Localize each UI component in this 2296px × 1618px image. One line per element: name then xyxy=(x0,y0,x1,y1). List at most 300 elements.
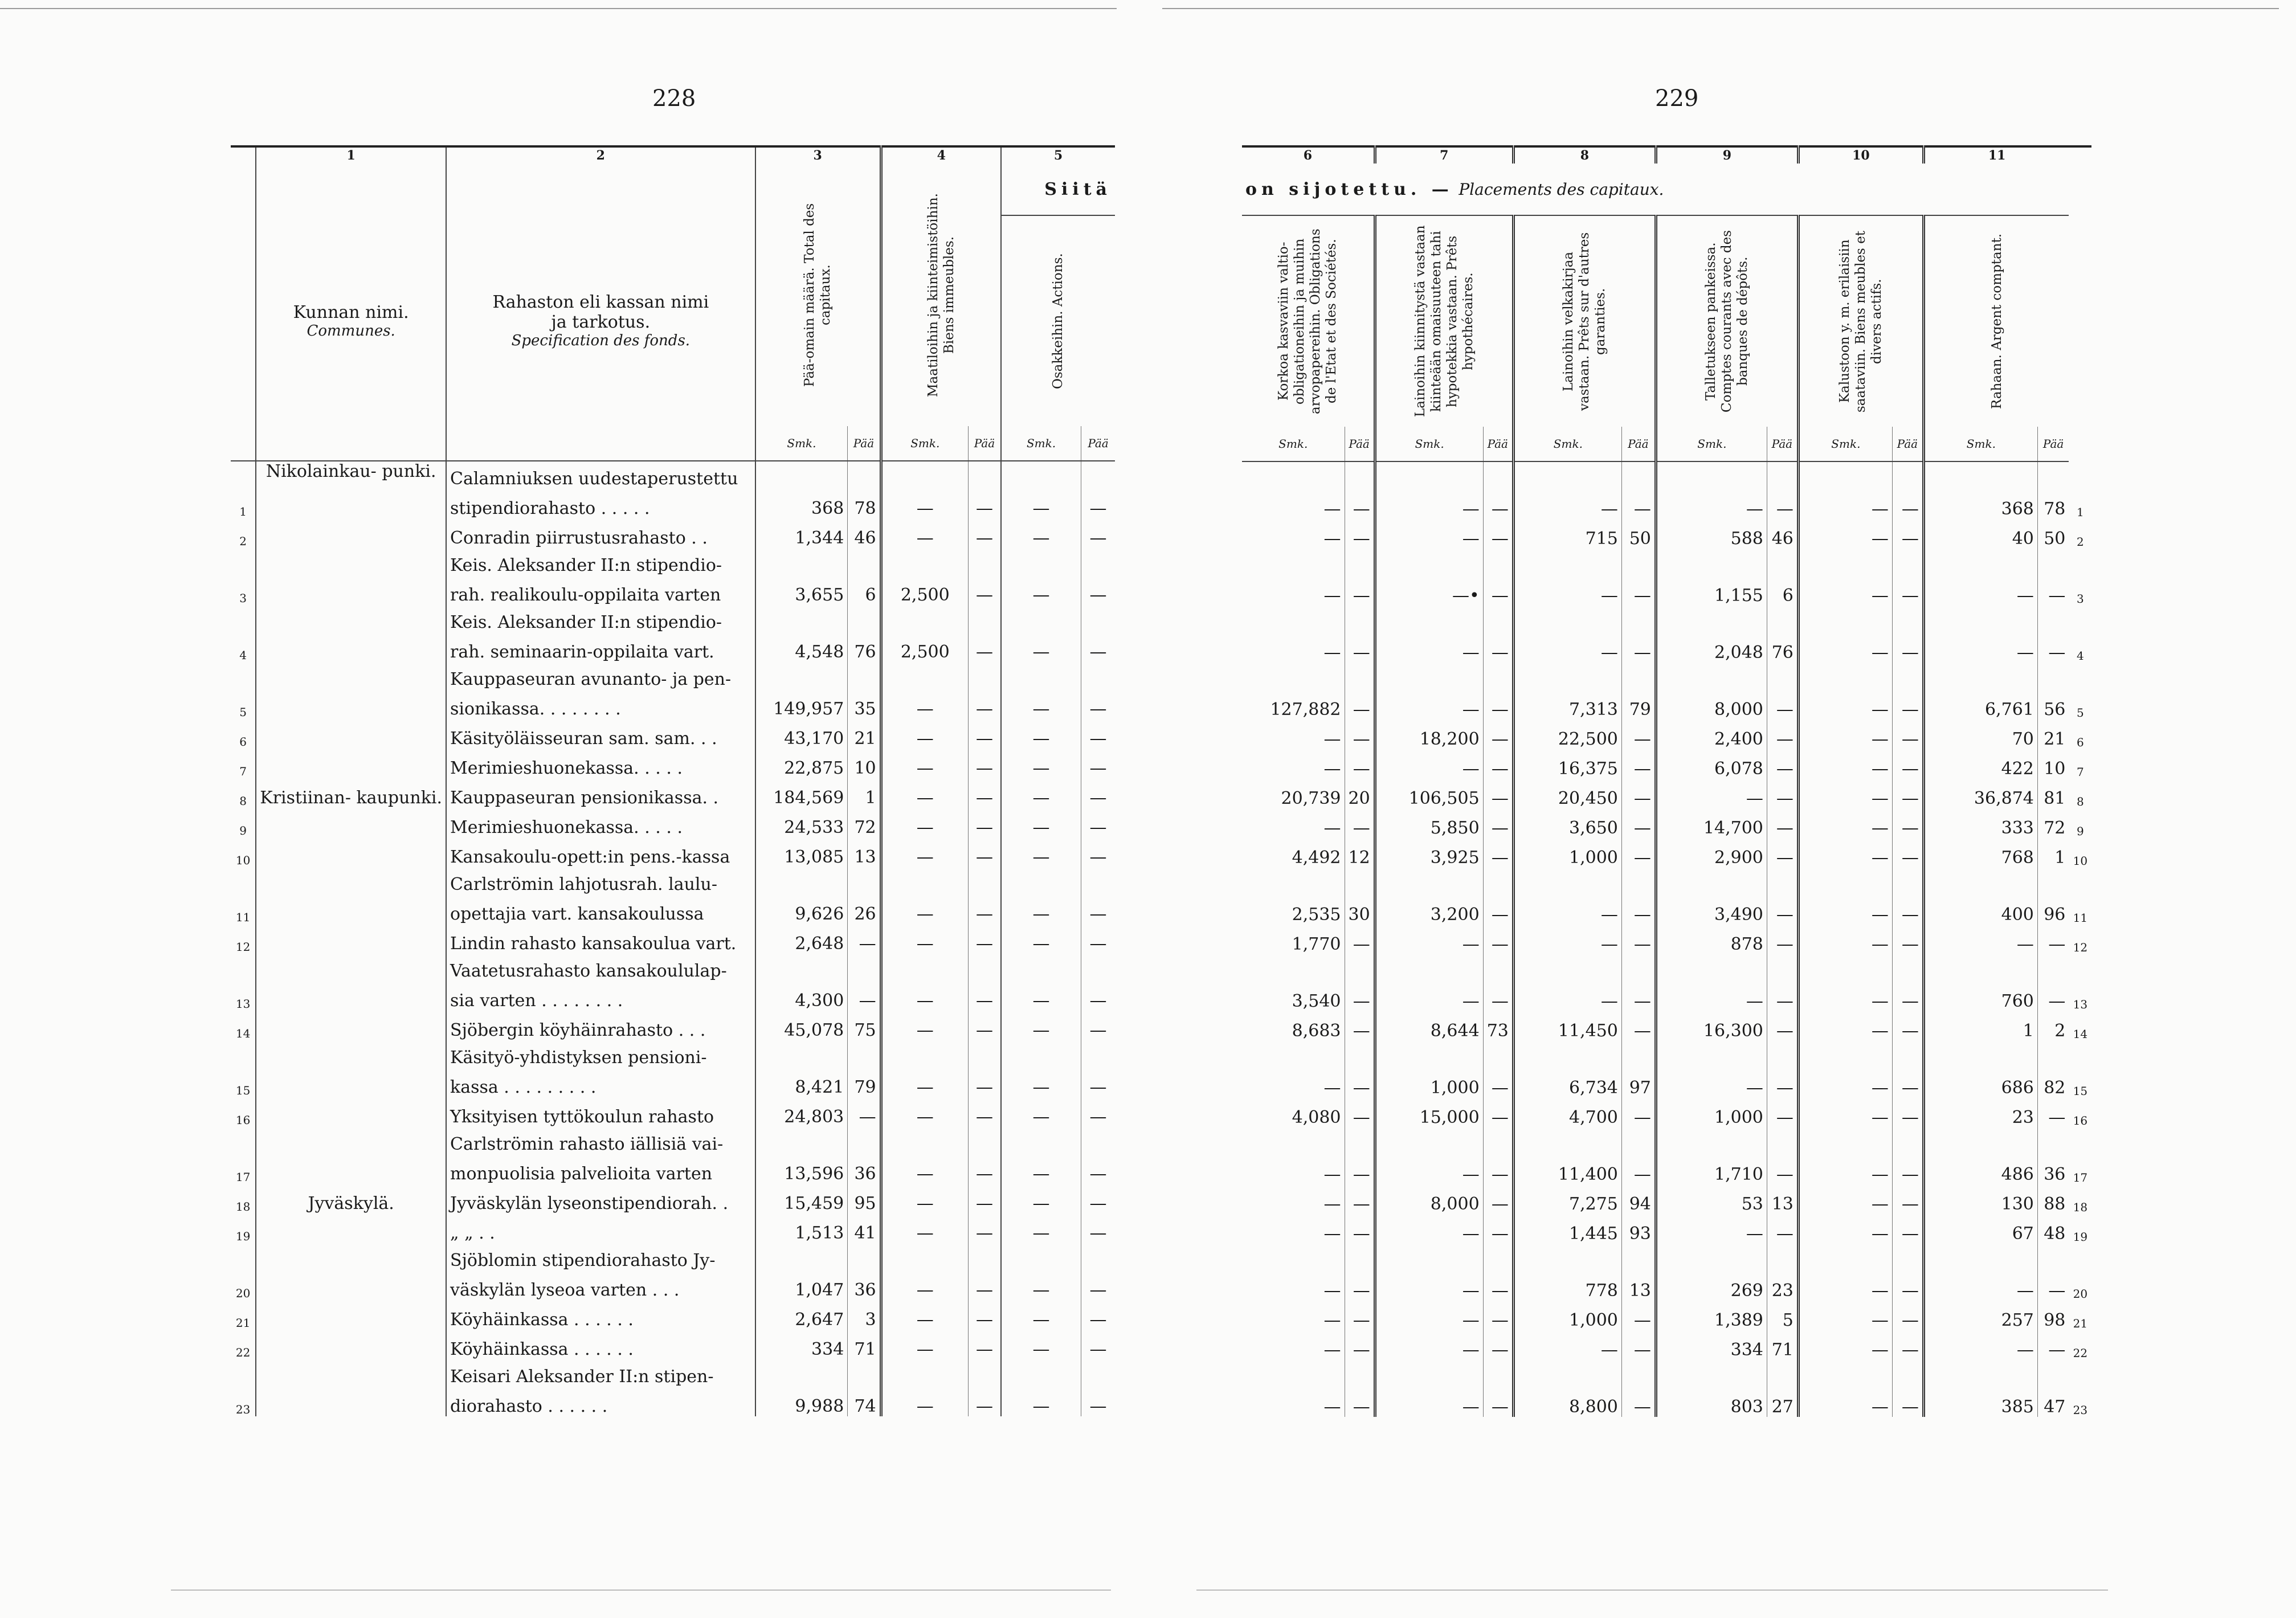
total-mk: 22,875 xyxy=(755,749,848,778)
col-number-6: 6 xyxy=(1242,146,1375,164)
real-estate-mk: — xyxy=(881,778,968,808)
bonds-p: — xyxy=(1345,720,1375,749)
empty-cell xyxy=(1345,461,1375,489)
movables-mk: — xyxy=(1798,489,1892,519)
page-number-right: 229 xyxy=(1655,85,1699,112)
row-number: 13 xyxy=(235,997,251,1011)
table-row xyxy=(231,1068,1115,1097)
unit-p: Pää xyxy=(1483,427,1513,461)
fund-name: Köyhäinkassa . . . . . . xyxy=(446,1300,755,1330)
banner-siita: Siitä xyxy=(1044,179,1112,199)
shares-p: — xyxy=(1081,924,1115,954)
real-estate-mk: — xyxy=(881,749,968,778)
other-loans-p: — xyxy=(1621,1301,1656,1330)
shares-mk: — xyxy=(1001,749,1081,778)
empty-cell xyxy=(1656,461,1767,489)
bonds-mk: 2,535 xyxy=(1292,905,1341,925)
table-row xyxy=(231,924,1115,954)
empty-cell xyxy=(1923,1244,2037,1271)
total-mk: 9,988 xyxy=(755,1387,848,1416)
real-estate-mk: — xyxy=(881,808,968,837)
empty-cell xyxy=(2037,663,2069,690)
cash-mk: 6,761 xyxy=(1923,690,2037,720)
empty-cell xyxy=(848,548,881,575)
row-number-right: 3 xyxy=(2077,592,2084,606)
real-estate-mk: — xyxy=(881,981,968,1011)
real-estate-p: — xyxy=(968,1184,1001,1214)
row-number: 4 xyxy=(239,648,247,662)
cash-p: 48 xyxy=(2037,1214,2069,1244)
empty-cell xyxy=(1375,1127,1483,1155)
empty-cell xyxy=(1923,954,2037,982)
empty-cell xyxy=(1001,1243,1081,1270)
movables-mk: — xyxy=(1798,720,1892,749)
empty-cell xyxy=(1798,549,1892,576)
empty-cell xyxy=(881,461,968,489)
table-row xyxy=(231,1330,1115,1359)
row-number-right: 21 xyxy=(2073,1317,2088,1330)
table-row xyxy=(231,689,1115,719)
col-number-4: 4 xyxy=(881,146,1001,164)
bonds-p: — xyxy=(1345,519,1375,549)
empty-cell xyxy=(1375,868,1483,895)
real-estate-p: — xyxy=(968,837,1001,867)
empty-cell xyxy=(1621,549,1656,576)
col-number-2: 2 xyxy=(446,146,755,164)
municipality-cell xyxy=(256,954,446,981)
table-row xyxy=(1242,1301,2091,1330)
other-loans-p: 13 xyxy=(1621,1271,1656,1301)
total-p: 10 xyxy=(848,749,881,778)
mortgage-loans-p: — xyxy=(1483,1330,1513,1360)
bank-deposits-mk: 803 xyxy=(1656,1387,1767,1417)
mortgage-loans-mk: 8,644 xyxy=(1375,1011,1483,1041)
shares-p: — xyxy=(1081,894,1115,924)
other-loans-p: — xyxy=(1621,925,1656,954)
shares-mk: — xyxy=(1001,1300,1081,1330)
mortgage-loans-mk: — xyxy=(1375,690,1483,720)
empty-cell xyxy=(2037,868,2069,895)
cash-mk: 70 xyxy=(1923,720,2037,749)
bonds-mk: — xyxy=(1323,1281,1341,1301)
row-number: 7 xyxy=(239,765,247,778)
shares-p: — xyxy=(1081,1097,1115,1127)
empty-cell xyxy=(1621,1360,1656,1387)
bank-deposits-p: — xyxy=(1767,982,1798,1011)
bonds-mk: — xyxy=(1323,1078,1341,1098)
empty-cell xyxy=(1798,606,1892,633)
empty-cell xyxy=(2069,1127,2091,1155)
table-row-pre xyxy=(231,662,1115,689)
mortgage-loans-p: — xyxy=(1483,895,1513,925)
cash-p: 78 xyxy=(2037,489,2069,519)
col8-header: Lainoihin velkakirjaa vastaan. Prêts sur d'autres garanties. xyxy=(1561,232,1608,411)
empty-cell xyxy=(1345,868,1375,895)
bonds-p: — xyxy=(1345,690,1375,720)
fund-name: Yksityisen tyttökoulun rahasto xyxy=(446,1097,755,1127)
fund-name: „ „ . . xyxy=(446,1214,755,1243)
empty-cell xyxy=(755,548,848,575)
movables-mk: — xyxy=(1798,925,1892,954)
row-number: 22 xyxy=(235,1346,251,1359)
unit-p: Pää xyxy=(2037,427,2069,461)
empty-cell xyxy=(968,1359,1001,1387)
real-estate-p: — xyxy=(968,689,1001,719)
table-row-pre xyxy=(231,548,1115,575)
table-row-pre xyxy=(1242,606,2091,633)
mortgage-loans-mk: 106,505 xyxy=(1375,779,1483,808)
empty-cell xyxy=(1483,1041,1513,1068)
empty-cell xyxy=(755,1243,848,1270)
mortgage-loans-mk: — xyxy=(1375,1214,1483,1244)
other-loans-p: — xyxy=(1621,489,1656,519)
bank-deposits-p: — xyxy=(1767,720,1798,749)
fund-name-line1: Calamniuksen uudestaperustettu xyxy=(446,461,755,489)
real-estate-mk: — xyxy=(881,1270,968,1300)
other-loans-mk: 11,450 xyxy=(1513,1011,1621,1041)
empty-cell xyxy=(1001,1127,1081,1154)
mortgage-loans-p: — xyxy=(1483,749,1513,779)
shares-p: — xyxy=(1081,489,1115,518)
other-loans-mk: 8,800 xyxy=(1513,1387,1621,1417)
other-loans-p: 50 xyxy=(1621,519,1656,549)
empty-cell xyxy=(1923,549,2037,576)
bonds-mk: 1,770 xyxy=(1292,934,1341,954)
unit-p: Pää xyxy=(1621,427,1656,461)
table-row xyxy=(231,719,1115,749)
row-number: 10 xyxy=(235,853,251,867)
total-p: 35 xyxy=(848,689,881,719)
cash-p: 96 xyxy=(2037,895,2069,925)
row-number-right: 10 xyxy=(2073,854,2088,868)
real-estate-p: — xyxy=(968,1387,1001,1416)
bank-deposits-p: — xyxy=(1767,749,1798,779)
total-mk: 15,459 xyxy=(755,1184,848,1214)
real-estate-p: — xyxy=(968,1068,1001,1097)
municipality-cell xyxy=(256,837,446,867)
movables-p: — xyxy=(1892,982,1923,1011)
empty-cell xyxy=(1513,461,1621,489)
fund-name-line1: Kauppaseuran avunanto- ja pen- xyxy=(446,662,755,689)
table-row xyxy=(1242,808,2091,838)
total-p: 74 xyxy=(848,1387,881,1416)
column-numbers-left xyxy=(231,146,1115,164)
cash-p: 56 xyxy=(2037,690,2069,720)
empty-cell xyxy=(1483,663,1513,690)
row-number-right: 16 xyxy=(2073,1114,2088,1127)
shares-p: — xyxy=(1081,749,1115,778)
municipality-cell xyxy=(256,894,446,924)
mortgage-loans-p: — xyxy=(1483,519,1513,549)
fund-name-line1: Sjöblomin stipendiorahasto Jy- xyxy=(446,1243,755,1270)
total-p: 72 xyxy=(848,808,881,837)
movables-p: — xyxy=(1892,1098,1923,1127)
municipality-cell xyxy=(256,749,446,778)
col-number-9: 9 xyxy=(1656,146,1798,164)
bonds-p: 12 xyxy=(1345,838,1375,868)
mortgage-loans-p: — xyxy=(1483,779,1513,808)
bank-deposits-mk: — xyxy=(1656,982,1767,1011)
total-mk: 368 xyxy=(755,489,848,518)
empty-cell xyxy=(1375,461,1483,489)
other-loans-p: — xyxy=(1621,720,1656,749)
table-row xyxy=(231,575,1115,605)
other-loans-mk: 715 xyxy=(1513,519,1621,549)
row-number-right: 6 xyxy=(2077,736,2084,749)
other-loans-mk: — xyxy=(1513,489,1621,519)
other-loans-p: 94 xyxy=(1621,1184,1656,1214)
empty-cell xyxy=(1798,1127,1892,1155)
col6-header: Korkoa kasvaviin valtio-obligationeihin ja muihin arvopapereihin. Obligations de l'Etat et des Sociétés. xyxy=(1276,228,1339,414)
municipality-cell xyxy=(256,719,446,749)
fund-name: diorahasto . . . . . . xyxy=(446,1387,755,1416)
other-loans-p: — xyxy=(1621,633,1656,663)
cash-p: — xyxy=(2037,576,2069,606)
total-mk: 24,533 xyxy=(755,808,848,837)
real-estate-mk: — xyxy=(881,489,968,518)
cash-mk: 760 xyxy=(1923,982,2037,1011)
municipality-cell xyxy=(256,1154,446,1184)
mortgage-loans-mk: — xyxy=(1375,1387,1483,1417)
unit-mk: Smk. xyxy=(1513,427,1621,461)
bank-deposits-p: — xyxy=(1767,895,1798,925)
bank-deposits-p: — xyxy=(1767,1011,1798,1041)
empty-cell xyxy=(1656,1127,1767,1155)
bonds-p: — xyxy=(1345,633,1375,663)
empty-cell xyxy=(2037,954,2069,982)
table-row xyxy=(1242,489,2091,519)
bank-deposits-p: 5 xyxy=(1767,1301,1798,1330)
table-row xyxy=(231,632,1115,662)
real-estate-mk: — xyxy=(881,1214,968,1243)
bank-deposits-mk: 269 xyxy=(1656,1271,1767,1301)
movables-p: — xyxy=(1892,489,1923,519)
table-row-pre xyxy=(1242,461,2091,489)
mortgage-loans-mk: 18,200 xyxy=(1375,720,1483,749)
row-number: 18 xyxy=(235,1200,251,1214)
movables-p: — xyxy=(1892,1271,1923,1301)
empty-cell xyxy=(1656,1041,1767,1068)
header-banner-row-left xyxy=(231,164,1115,215)
unit-p: Pää xyxy=(1767,427,1798,461)
row-number-spacer xyxy=(231,954,256,981)
empty-cell xyxy=(1081,954,1115,981)
empty-cell xyxy=(1621,1041,1656,1068)
mortgage-loans-mk: —• xyxy=(1375,576,1483,606)
fund-name: Jyväskylän lyseonstipendiorah. . xyxy=(446,1184,755,1214)
row-number-right: 22 xyxy=(2073,1346,2088,1360)
cash-p: 1 xyxy=(2037,838,2069,868)
real-estate-p: — xyxy=(968,1300,1001,1330)
other-loans-mk: — xyxy=(1513,633,1621,663)
table-row-pre xyxy=(1242,1360,2091,1387)
empty-cell xyxy=(755,954,848,981)
mortgage-loans-mk: — xyxy=(1375,925,1483,954)
banner-row-right xyxy=(1242,164,2091,215)
fund-name: Kauppaseuran pensionikassa. . xyxy=(446,778,755,808)
other-loans-mk: — xyxy=(1513,895,1621,925)
real-estate-p: — xyxy=(968,518,1001,548)
bank-deposits-mk: 1,710 xyxy=(1656,1155,1767,1184)
bank-deposits-p: — xyxy=(1767,1155,1798,1184)
shares-p: — xyxy=(1081,1154,1115,1184)
real-estate-p: — xyxy=(968,1011,1001,1040)
empty-cell xyxy=(1345,1244,1375,1271)
other-loans-p: — xyxy=(1621,779,1656,808)
table-row-pre xyxy=(1242,1244,2091,1271)
empty-cell xyxy=(1767,1360,1798,1387)
municipality-cell xyxy=(256,1359,446,1387)
bonds-mk: 8,683 xyxy=(1292,1021,1341,1041)
empty-cell xyxy=(1001,662,1081,689)
other-loans-p: — xyxy=(1621,838,1656,868)
mortgage-loans-mk: — xyxy=(1375,1155,1483,1184)
movables-p: — xyxy=(1892,720,1923,749)
movables-p: — xyxy=(1892,519,1923,549)
table-row-pre xyxy=(1242,663,2091,690)
row-number: 14 xyxy=(235,1027,251,1040)
municipality-cell: Kristiinan- kaupunki. xyxy=(256,778,446,808)
real-estate-mk: — xyxy=(881,1154,968,1184)
row-number-right: 4 xyxy=(2077,649,2084,663)
empty-cell xyxy=(1767,461,1798,489)
bank-deposits-p: 27 xyxy=(1767,1387,1798,1417)
fund-name: Merimieshuonekassa. . . . . xyxy=(446,749,755,778)
municipality-cell xyxy=(256,662,446,689)
col1-header-fi: Kunnan nimi. xyxy=(293,302,409,322)
empty-cell xyxy=(1345,1041,1375,1068)
shares-p: — xyxy=(1081,1300,1115,1330)
fund-name: Köyhäinkassa . . . . . . xyxy=(446,1330,755,1359)
empty-cell xyxy=(1767,1041,1798,1068)
bank-deposits-mk: — xyxy=(1656,779,1767,808)
cash-mk: — xyxy=(1923,1330,2037,1360)
empty-cell xyxy=(1892,549,1923,576)
other-loans-mk: 20,450 xyxy=(1513,779,1621,808)
page-number-left: 228 xyxy=(652,85,696,112)
unit-p: Pää xyxy=(968,426,1001,461)
empty-cell xyxy=(1242,868,1345,895)
table-row xyxy=(1242,720,2091,749)
municipality-cell: Nikolainkau- punki. xyxy=(256,461,446,489)
real-estate-mk: 2,500 xyxy=(881,632,968,662)
empty-cell xyxy=(755,867,848,894)
shares-mk: — xyxy=(1001,575,1081,605)
table-row-pre xyxy=(1242,954,2091,982)
empty-cell xyxy=(1483,549,1513,576)
shares-p: — xyxy=(1081,1184,1115,1214)
col2-header-fr: Specification des fonds. xyxy=(511,332,691,349)
unit-p: Pää xyxy=(848,426,881,461)
empty-cell xyxy=(1242,549,1345,576)
row-number-right: 2 xyxy=(2077,535,2084,549)
fund-name: opettajia vart. kansakoulussa xyxy=(446,894,755,924)
bonds-p: — xyxy=(1345,1068,1375,1098)
table-row xyxy=(1242,1387,2091,1417)
empty-cell xyxy=(1923,1127,2037,1155)
empty-cell xyxy=(1081,461,1115,489)
empty-cell xyxy=(1513,868,1621,895)
empty-cell xyxy=(1242,606,1345,633)
left-page-table xyxy=(231,145,1115,1416)
table-row xyxy=(231,1214,1115,1243)
empty-cell xyxy=(1892,1041,1923,1068)
empty-cell xyxy=(2069,1244,2091,1271)
bonds-p: — xyxy=(1345,749,1375,779)
row-number-spacer xyxy=(231,548,256,575)
real-estate-p: — xyxy=(968,749,1001,778)
bank-deposits-p: — xyxy=(1767,779,1798,808)
table-row xyxy=(231,778,1115,808)
cash-mk: 422 xyxy=(1923,749,2037,779)
empty-cell xyxy=(1345,549,1375,576)
empty-cell xyxy=(1767,663,1798,690)
bank-deposits-mk: 2,900 xyxy=(1656,838,1767,868)
empty-cell xyxy=(1375,1244,1483,1271)
total-p: — xyxy=(848,924,881,954)
movables-p: — xyxy=(1892,1330,1923,1360)
empty-cell xyxy=(1483,1244,1513,1271)
mortgage-loans-p: — xyxy=(1483,838,1513,868)
empty-cell xyxy=(1081,1127,1115,1154)
real-estate-p: — xyxy=(968,981,1001,1011)
empty-cell xyxy=(1767,1127,1798,1155)
fund-name: Sjöbergin köyhäinrahasto . . . xyxy=(446,1011,755,1040)
bonds-p: — xyxy=(1345,925,1375,954)
empty-cell xyxy=(968,867,1001,894)
bonds-mk: 3,540 xyxy=(1292,991,1341,1011)
mortgage-loans-p: — xyxy=(1483,1184,1513,1214)
empty-cell xyxy=(1483,606,1513,633)
row-number-spacer xyxy=(231,1127,256,1154)
empty-cell xyxy=(1513,606,1621,633)
empty-cell xyxy=(2037,1127,2069,1155)
empty-cell xyxy=(2069,663,2091,690)
total-p: 76 xyxy=(848,632,881,662)
empty-cell xyxy=(968,1040,1001,1068)
empty-cell xyxy=(1081,548,1115,575)
shares-mk: — xyxy=(1001,689,1081,719)
empty-cell xyxy=(1242,954,1345,982)
empty-cell xyxy=(1656,606,1767,633)
empty-cell xyxy=(848,867,881,894)
empty-cell xyxy=(968,605,1001,632)
empty-cell xyxy=(1767,549,1798,576)
bank-deposits-mk: 334 xyxy=(1656,1330,1767,1360)
top-rule-left xyxy=(0,8,1117,9)
movables-p: — xyxy=(1892,925,1923,954)
shares-p: — xyxy=(1081,1011,1115,1040)
bank-deposits-p: — xyxy=(1767,1214,1798,1244)
col-number-7: 7 xyxy=(1375,146,1513,164)
mortgage-loans-mk: — xyxy=(1375,1271,1483,1301)
empty-cell xyxy=(1345,1127,1375,1155)
real-estate-p: — xyxy=(968,489,1001,518)
empty-cell xyxy=(1798,1360,1892,1387)
empty-cell xyxy=(1798,1041,1892,1068)
movables-mk: — xyxy=(1798,895,1892,925)
empty-cell xyxy=(2069,1360,2091,1387)
other-loans-mk: 22,500 xyxy=(1513,720,1621,749)
empty-cell xyxy=(1483,461,1513,489)
table-row xyxy=(231,1387,1115,1416)
empty-cell xyxy=(1001,1040,1081,1068)
empty-cell xyxy=(968,954,1001,981)
unit-mk: Smk. xyxy=(881,426,968,461)
empty-cell xyxy=(1892,1244,1923,1271)
bank-deposits-mk: 3,490 xyxy=(1656,895,1767,925)
total-mk: 2,647 xyxy=(755,1300,848,1330)
